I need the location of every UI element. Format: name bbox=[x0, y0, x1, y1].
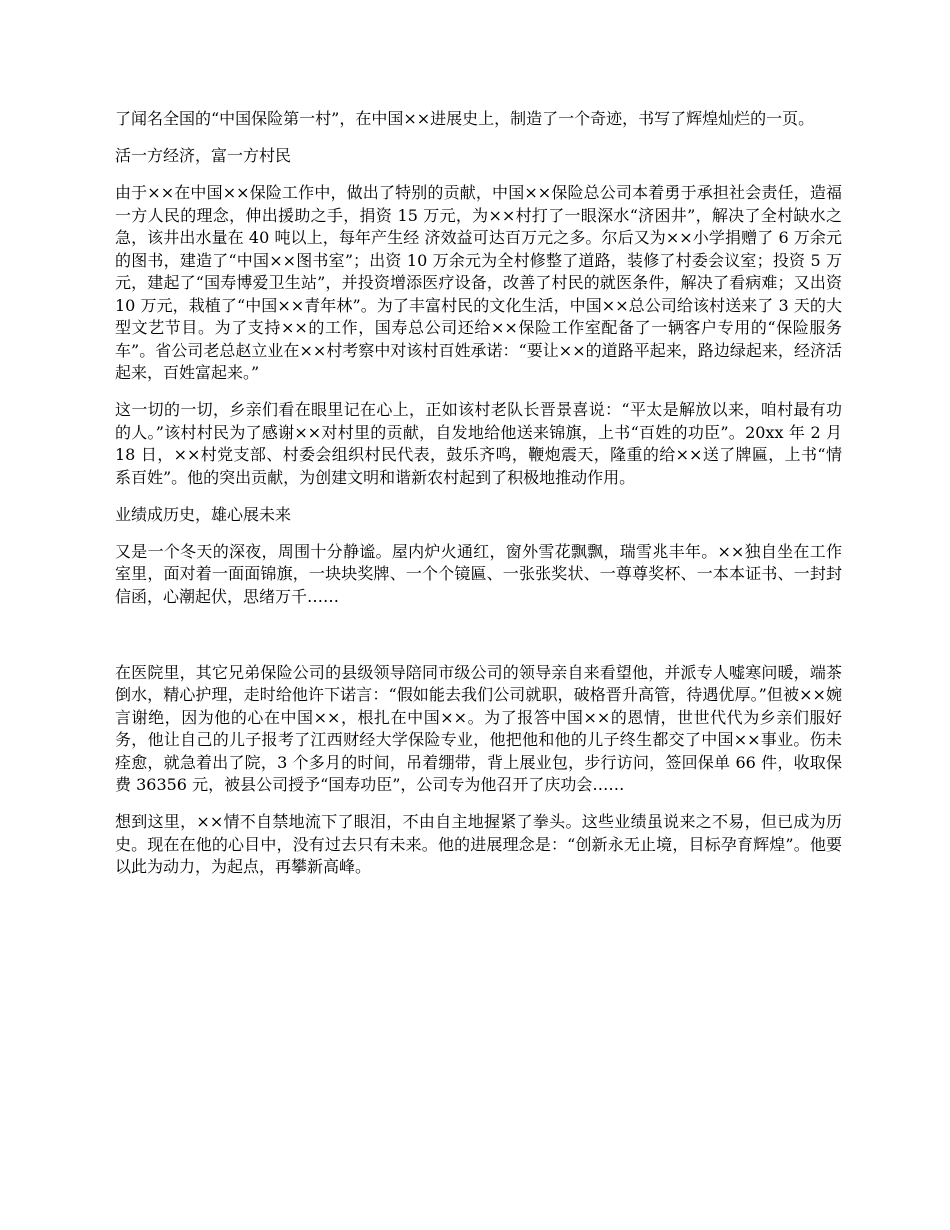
paragraph-conclusion: 想到这里，××情不自禁地流下了眼泪，不由自主地握紧了拳头。这些业绩虽说来之不易，但已成为历史。现在在他的心目中，没有过去只有未来。他的进展理念是：“创新永无止境，目标孕育辉煌”。他要以此为动力，为起点，再攀新高峰。 bbox=[115, 812, 842, 876]
section-heading-future: 业绩成历史，雄心展未来 bbox=[115, 504, 292, 524]
paragraph-winter-night: 又是一个冬天的深夜，周围十分静谧。屋内炉火通红，窗外雪花飘飘，瑞雪兆丰年。××独自坐在工作室里，面对着一面面锦旗，一块块奖牌、一个个镜匾、一张张奖状、一尊尊奖杯、一本本证书、一封封信函，心潮起伏，思绪万千…… bbox=[115, 541, 842, 606]
section-heading-economy: 活一方经济，富一方村民 bbox=[115, 146, 292, 165]
paragraph-donations: 由于××在中国××保险工作中，做出了特别的贡献，中国××保险总公司本着勇于承担社会责任，造福一方人民的理念，伸出援助之手，捐资 15 万元，为××村打了一眼深水“济困井”，解决了全村缺水之急，该井出水量在 40 吨以上，每年产生经 济效益可达百万元之多。尔后又为××小学捐赠了 6 万余元的图书，建造了“中国××图书室”；出资 10 万余元为全村修整了道路，装修了村委会议室；投资 5 万元，建起了“国寿博爱卫生站”，并投资增添医疗设备，改善了村民的就医条件，解决了看病难；又出资 10 万元，栽植了“中国××青年林”。为了丰富村民的文化生活，中国××总公司给该村送来了 3 天的大型文艺节目。为了支持××的工作，国寿总公司还给××保险工作室配备了一辆客户专用的“保险服务车”。省公司老总赵立业在××村考察中对该村百姓承诺：“要让××的道路平起来，路边绿起来，经济活起来，百姓富起来。” bbox=[115, 183, 842, 382]
paragraph-villagers-thanks: 这一切的一切，乡亲们看在眼里记在心上，正如该村老队长晋景喜说：“平太是解放以来，咱村最有功的人。”该村村民为了感谢××对村里的贡献，自发地给他送来锦旗，上书“百姓的功臣”。20xx 年 2 月 18 日，××村党支部、村委会组织村民代表，鼓乐齐鸣，鞭炮震天，隆重的给××送了牌匾，上书“情系百姓”。他的突出贡献，为创建文明和谐新农村起到了积极地推动作用。 bbox=[115, 400, 842, 487]
section-gap bbox=[115, 623, 842, 662]
paragraph-intro: 了闻名全国的“中国保险第一村”，在中国××进展史上，制造了一个奇迹，书写了辉煌灿烂的一页。 bbox=[115, 109, 815, 128]
paragraph-hospital: 在医院里，其它兄弟保险公司的县级领导陪同市级公司的领导亲自来看望他，并派专人嘘寒问暖，端茶倒水，精心护理，走时给他许下诺言：“假如能去我们公司就职，破格晋升高管，待遇优厚。”但被××婉言谢绝，因为他的心在中国××，根扎在中国××。为了报答中国××的恩情，世世代代为乡亲们服好务，他让自己的儿子报考了江西财经大学保险专业，他把他和他的儿子终生都交了中国××事业。伤未痊愈，就急着出了院，3 个多月的时间，吊着绷带，背上展业包，步行访问，签回保单 66 件，收取保费 36356 元，被县公司授予“国寿功臣”，公司专为他召开了庆功会…… bbox=[115, 662, 842, 794]
document-body bbox=[115, 108, 842, 893]
